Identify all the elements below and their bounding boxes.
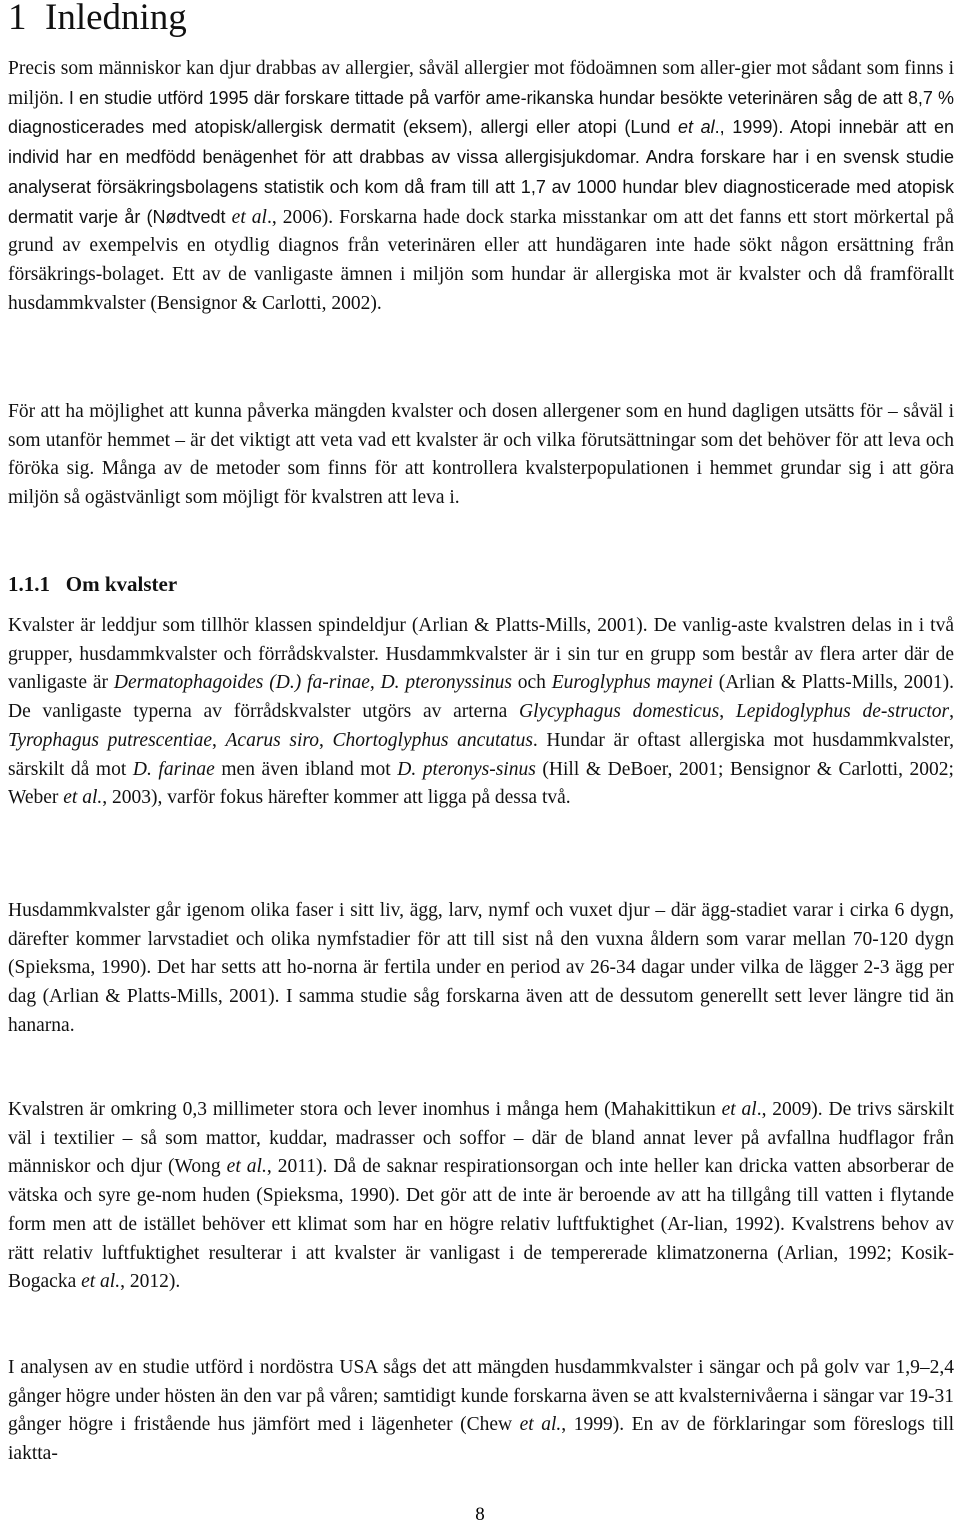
italic-run: D. farinae [132, 758, 215, 780]
italic-run: et al. [226, 1156, 267, 1178]
italic-run: Tyrophagus putrescentiae [8, 729, 212, 751]
text-run: Kvalster är leddjur som tillhör klassen spindeldjur (Arlian & Platts-Mills, 2001). De vanlig-aste kvalstren delas in i två grupper, husdammkvalster och förrådskvalster. Husdammkvalster är i sin tur en grupp som består av flera arter där de vanligaste är [8, 615, 954, 694]
paragraph-allergies-intro [8, 55, 954, 318]
italic-run: et al [231, 206, 267, 228]
text-run: Andra forskare har i en svensk studie analyserat försäkringsbolagens statistik och kom då fram till att 1,7 av 1000 hundar blev diagnosticerade med atopisk dermatit varje år (Nødtvedt [8, 147, 954, 227]
text-run: . Hundar är oftast allergiska mot husdammkvalster, särskilt då mot [8, 729, 955, 780]
text-run: men även ibland mot [214, 758, 398, 780]
text-run: , 2012). [120, 1271, 181, 1293]
italic-run: Glycyphagus domesticus [519, 701, 720, 723]
italic-run: et al [678, 117, 715, 138]
text-run: Kvalstren är omkring 0,3 millimeter stora och lever inomhus i många hem (Mahakittikun [8, 1099, 722, 1120]
section-heading [8, 570, 177, 598]
text-run: I analysen av en studie utförd i nordöstra USA sågs det att mängden husdammkvalster i sängar och på golv var 1,9–2,4 gånger högre under hösten än den var på våren; samtidigt kunde forskarna även se att kvalsternivåerna i sängar var 19-31 gånger högre i fristående hus jämfört med i lägenheter (Chew [8, 1357, 954, 1436]
chapter-number: 1 [8, 0, 27, 38]
text-run: I en studie utförd 1995 där forskare tittade på varför ame-rikanska hundar besökte veterinären såg de att 8,7 % diagnosticerades med atopisk/allergisk dermatit (eksem), allergi eller atopi (Lund [8, 87, 955, 138]
text-run: , 2011). Då de saknar respirationsorgan och inte heller kan dricka vatten absorberar de vätska och syre ge-nom huden (Spieksma, 1990). Det gör att de inte är beroende av att ha tillgång till vatten i flytande form men att de istället behöver ett klimat som har en högre relativ luftfuktighet (Ar-lian, 1992). Kvalstrens behov av rätt relativ luftfuktighet resulterar i att kvalster är vanligast i de tempererade klimatzonerna (Arlian, 1992; Kosik-Bogacka [8, 1156, 955, 1293]
section-number: 1.1.1 [8, 572, 50, 596]
italic-run: et al. [63, 787, 103, 809]
page-number: 8 [475, 1504, 485, 1525]
italic-run: Chortoglyphus ancutatus [332, 729, 533, 751]
text-run: (Hill & DeBoer, 2001; Bensignor & Carlotti, 2002; Weber [8, 758, 954, 809]
text-run: Husdammkvalster går igenom olika faser i sitt liv, ägg, larv, nymf och vuxet djur – där ägg-stadiet varar i cirka 6 dygn, därefter kommer larvstadiet och olika nymfstadier för att till sist nå den vuxna åldern som varar mellan 70-120 dygn (Spieksma, 1990). Det har setts att ho-norna är fertila under en period av 26-34 dagar under vilka de lägger 2-3 ägg per dag (Arlian & Platts-Mills, 2001). I samma studie såg forskarna även att de dessutom generellt sett lever längre tid än hanarna. [8, 900, 954, 1036]
text-run: , [949, 701, 955, 723]
text-run: ., 1999). Atopi innebär att en individ har en medfödd benägenhet för att drabbas av vissa allergisjukdomar. [8, 117, 954, 168]
italic-run: et al [721, 1099, 757, 1120]
chapter-title: Inledning [45, 0, 187, 38]
paragraph-mite-control [8, 398, 954, 513]
text-run: , 1999). En av de förklaringar som föreslogs till iaktta- [8, 1414, 954, 1465]
paragraph-habitat [8, 1096, 954, 1297]
italic-run: Acarus siro [225, 729, 320, 751]
text-run: (Arlian & Platts-Mills, 2001). De vanligaste typerna av förrådskvalster utgörs av arterna [8, 672, 954, 723]
text-run: Precis som människor kan djur drabbas av allergier, såväl allergier mot födoämnen som aller-gier mot sådant som finns i miljön. [8, 58, 954, 109]
paragraph-life-cycle [8, 897, 954, 1041]
text-run: , [211, 729, 226, 751]
section-title: Om kvalster [65, 572, 178, 596]
italic-run: Euroglyphus maynei [551, 672, 713, 694]
chapter-heading [8, 0, 187, 38]
italic-run: et al. [519, 1414, 562, 1436]
text-run: och [511, 672, 552, 694]
text-run: , [319, 729, 333, 751]
text-run: ., 2009). De trivs särskilt väl i textilier – så som mattor, kuddar, madrasser och soffor – där de bland annat lever på avfallna hudflagor från människor och djur (Wong [8, 1099, 954, 1178]
paragraph-mite-species [8, 612, 954, 813]
text-run: , [719, 701, 736, 723]
italic-run: et al. [81, 1271, 121, 1293]
text-run: För att ha möjlighet att kunna påverka mängden kvalster och dosen allergener som en hund dagligen utsätts för – såväl i som utanför hemmet – är det viktigt att veta vad ett kvalster är och vilka förutsättningar som det behöver för att leva och föröka sig. Många av de metoder som finns för att kontrollera kvalsterpopulationen i hemmet grundar sig i att göra miljön så ogästvänligt som möjligt för kvalstren att leva i. [8, 401, 954, 509]
italic-run: Dermatophagoides (D.) fa-rinae, D. pteronyssinus [113, 672, 512, 694]
text-run: , 2003), varför fokus härefter kommer att ligga på dessa två. [102, 787, 571, 809]
italic-run: Lepidoglyphus de-structor [735, 701, 950, 723]
italic-run: D. pteronys-sinus [397, 758, 536, 780]
text-run: ., 2006). Forskarna hade dock starka misstankar om att det fanns ett stort mörkertal på grund av exempelvis en otydlig diagnos från veterinären eller att hundägaren inte hade sökt någon ersättning från försäkrings-bolaget. Ett av de vanligaste ämnen i miljön som hundar är allergiska mot är kvalster och då framförallt husdammkvalster (Bensignor & Carlotti, 2002). [8, 206, 954, 314]
paragraph-seasonal-study [8, 1354, 954, 1469]
